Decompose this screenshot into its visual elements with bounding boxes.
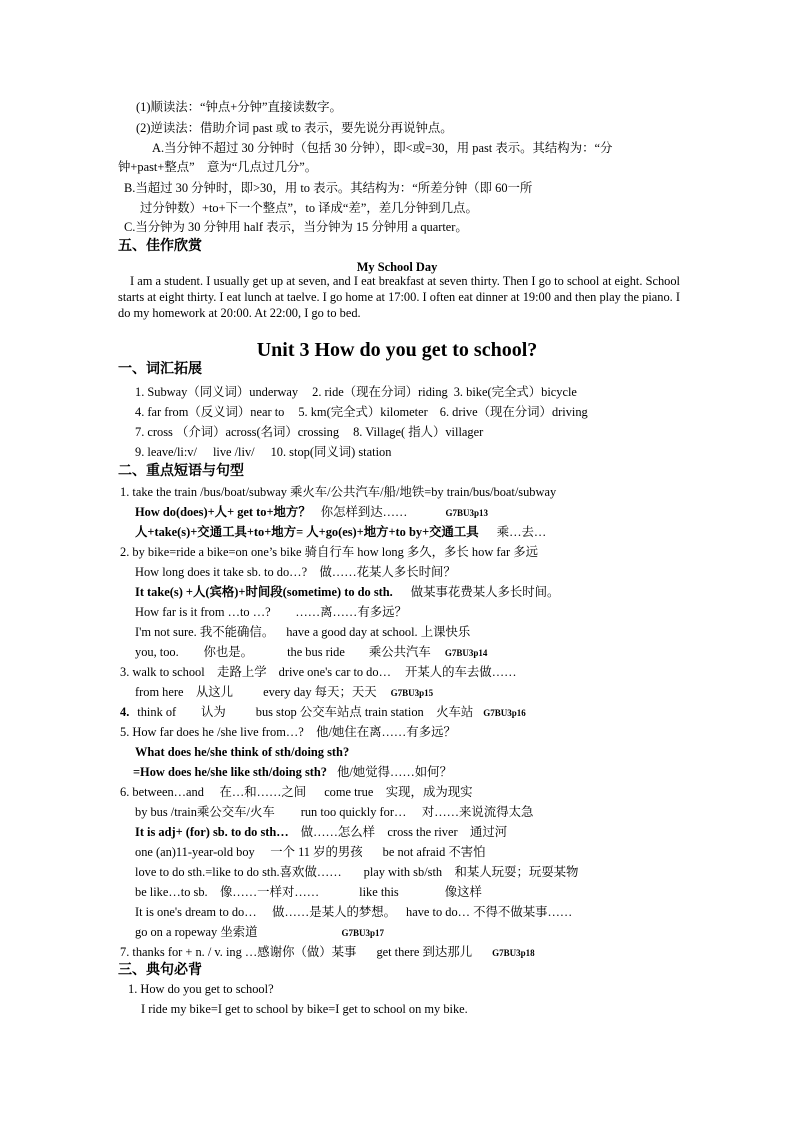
vocab-item: 9. leave/li:v/ [135, 445, 197, 459]
phrase-item: by bus /train乘公交车/火车 [135, 805, 275, 819]
essay-paragraph: I am a student. I usually get up at seven, and I eat breakfast at seven thirty. Then I go to school at eight. School starts at eight thirty. I eat lunch at taelve. I go home at 17:00. I often eat dinner at 19:00 and then play the piano. I do my homework at 20:00. At 22:00, I go to bed. [118, 274, 680, 320]
phrase-line [135, 643, 487, 662]
phrase-line [135, 583, 559, 601]
phrase-meaning: 开某人的车去做…… [404, 665, 517, 679]
sentence-line: I ride my bike=I get to school by bike=I get to school on my bike. [141, 1002, 468, 1016]
rule-line-6: 过分钟数）+to+下一个整点”，to 译成“差”，差几分钟到几点。 [140, 201, 478, 215]
phrase-meaning: 你怎样到达…… [320, 505, 408, 519]
phrase-item: 7. thanks for + n. / v. ing …感谢你（做）某事 [120, 945, 357, 959]
vocab-item: 5. km(完全式）kilometer [298, 405, 428, 419]
phrase-meaning: 做某事花费某人多长时间。 [410, 585, 560, 599]
phrase-line [135, 803, 533, 821]
phrase-item: 6. between…and 在…和……之间 [120, 785, 307, 799]
rule-line-1: (1)顺读法：“钟点+分钟”直接读数字。 [136, 100, 342, 114]
vocab-item: 3. bike(完全式）bicycle [453, 385, 577, 399]
phrase-meaning: 乘…去… [496, 525, 547, 539]
phrase-line [120, 783, 473, 801]
phrase-item: every day 每天；天天 [263, 685, 377, 699]
phrase-item: 3. walk to school 走路上学 [120, 665, 267, 679]
phrase-item: play with sb/sth 和某人玩耍；玩耍某物 [363, 865, 579, 879]
sentences-heading: 三、典句必背 [118, 963, 202, 978]
phrase-pattern: 人+take(s)+交通工具+to+地方= 人+go(es)+地方+to by+交通工具 [135, 525, 479, 539]
phrase-line [135, 523, 546, 541]
phrase-line [135, 903, 572, 921]
vocab-item: 1. Subway（同义词）underway [135, 385, 299, 399]
phrase-item: like this [359, 885, 399, 899]
phrase-item: I'm not sure. 我不能确信。 [135, 625, 275, 639]
phrase-line: What does he/she think of sth/doing sth? [135, 745, 350, 759]
phrase-item: love to do sth.=like to do sth.喜欢做…… [135, 865, 342, 879]
rule-line-7: C.当分钟为 30 分钟用 half 表示，当分钟为 15 分钟用 a quarter。 [124, 220, 468, 234]
phrase-line [135, 863, 578, 881]
phrase-item: get there 到达那儿 [376, 945, 473, 959]
rule-line-5: B.当超过 30 分钟时，即>30，用 to 表示。其结构为：“所差分钟（即 60一所 [124, 181, 533, 195]
vocab-item: 7. cross （介词）across(名词）crossing [135, 425, 340, 439]
vocab-item: 2. ride（现在分词）riding [312, 385, 448, 399]
phrase-item: It is one's dream to do… 做……是某人的梦想。 [135, 905, 397, 919]
phrase-item: you, too. 你也是。 [135, 645, 254, 659]
textbook-ref: G7BU3p15 [390, 688, 434, 698]
sentence-line: 1. How do you get to school? [128, 982, 274, 996]
phrase-item: run too quickly for… 对……来说流得太急 [300, 805, 534, 819]
phrases-heading: 二、重点短语与句型 [118, 464, 244, 479]
vocab-row [135, 403, 588, 421]
textbook-ref: G7BU3p14 [444, 648, 488, 658]
phrase-pattern: =How does he/she like sth/doing sth? [133, 765, 327, 779]
textbook-ref: G7BU3p17 [341, 928, 385, 938]
phrase-line: 2. by bike=ride a bike=on one’s bike 骑自行车 how long 多久，多长 how far 多远 [120, 545, 538, 559]
phrase-item: the bus ride [287, 645, 345, 659]
textbook-ref: G7BU3p18 [492, 948, 535, 958]
phrase-item: come true 实现，成为现实 [324, 785, 473, 799]
vocab-item: live /liv/ [212, 445, 255, 459]
unit-title: Unit 3 How do you get to school? [256, 339, 538, 361]
rule-line-3: A.当分钟不超过 30 分钟时（包括 30 分钟），即<或=30，用 past 表示。其结构为：“分 [152, 141, 613, 155]
phrase-line [135, 503, 488, 522]
rule-line-2: (2)逆读法：借助介词 past 或 to 表示，要先说分再说钟点。 [136, 121, 453, 135]
phrase-pattern: How do(does)+人+ get to+地方？ [135, 505, 311, 519]
phrase-line [133, 763, 452, 781]
phrase-item: drive one's car to do… [278, 665, 391, 679]
textbook-ref: G7BU3p16 [483, 708, 526, 718]
vocab-row [135, 383, 577, 401]
phrase-item: have to do… 不得不做某事…… [406, 905, 573, 919]
vocab-heading: 一、词汇拓展 [118, 362, 202, 377]
phrase-line [135, 883, 482, 901]
phrase-pattern: It take(s) +人(宾格)+时间段(sometime) to do sth. [135, 585, 393, 599]
phrase-line [120, 703, 526, 722]
phrase-item: have a good day at school. 上课快乐 [286, 625, 471, 639]
phrase-item: bus stop 公交车站点 train station 火车站 [255, 705, 474, 719]
phrase-item: be not afraid 不害怕 [382, 845, 486, 859]
vocab-item: 10. stop(同义词) station [270, 445, 392, 459]
vocab-row [135, 443, 391, 461]
phrase-meaning: 做……怎么样 cross the river 通过河 [300, 825, 508, 839]
phrase-pattern: It is adj+ (for) sb. to do sth… [135, 825, 289, 839]
vocab-item: 6. drive（现在分词）driving [439, 405, 588, 419]
phrase-line: 1. take the train /bus/boat/subway 乘火车/公共汽车/船/地铁=by train/bus/boat/subway [120, 485, 557, 499]
phrase-line [120, 663, 516, 681]
phrase-line: How far is it from …to …? ……离……有多远？ [135, 605, 407, 619]
phrase-line [135, 683, 433, 702]
rule-line-4: 钟+past+整点” 意为“几点过几分”。 [118, 160, 318, 174]
phrase-item: think of 认为 [137, 705, 226, 719]
list-number: 4. [120, 705, 130, 719]
section-heading-5: 五、佳作欣赏 [118, 239, 202, 254]
vocab-item: 4. far from（反义词）near to [135, 405, 285, 419]
phrase-line [135, 843, 486, 861]
phrase-line [135, 923, 384, 942]
phrase-meaning: 乘公共汽车 [368, 645, 431, 659]
phrase-line: How long does it take sb. to do…? 做……花某人多长时间？ [135, 565, 456, 579]
phrase-meaning: 他/她觉得……如何？ [337, 765, 452, 779]
vocab-row [135, 423, 483, 441]
phrase-meaning: 像这样 [444, 885, 482, 899]
phrase-item: from here 从这儿 [135, 685, 234, 699]
phrase-line: 5. How far does he /she live from…? 他/她住在离……有多远？ [120, 725, 456, 739]
phrase-item: one (an)11-year-old boy 一个 11 岁的男孩 [135, 845, 363, 859]
essay-title: My School Day [356, 260, 438, 274]
textbook-ref: G7BU3p13 [445, 508, 488, 518]
phrase-item: be like…to sb. 像……一样对…… [135, 885, 320, 899]
phrase-line [135, 623, 470, 641]
phrase-line [120, 943, 535, 962]
phrase-line [135, 823, 507, 841]
vocab-item: 8. Village( 指人）villager [353, 425, 484, 439]
phrase-item: go on a ropeway 坐索道 [135, 925, 258, 939]
